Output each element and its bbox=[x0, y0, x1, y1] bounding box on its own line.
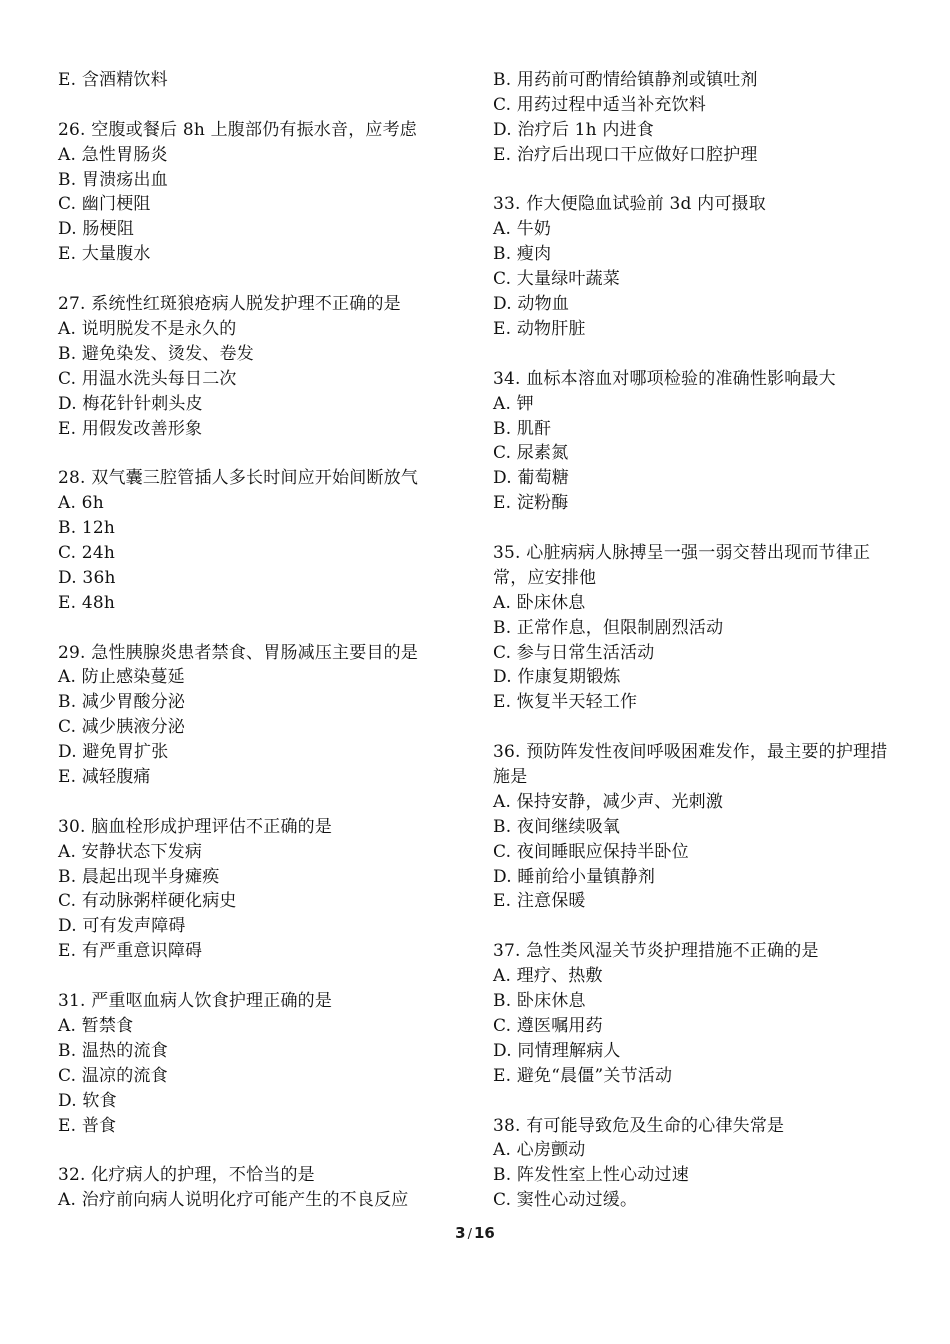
option-line: C. 夜间睡眠应保持半卧位 bbox=[493, 841, 689, 862]
option-line: D. 软食 bbox=[58, 1090, 117, 1111]
question-28 bbox=[58, 466, 478, 615]
question-stem: 36. 预防阵发性夜间呼吸困难发作，最主要的护理措施是 bbox=[493, 742, 888, 788]
option-line: D. 葡萄糖 bbox=[493, 468, 570, 489]
carryover-options-right bbox=[493, 68, 903, 168]
question-stem: 27. 系统性红斑狼疮病人脱发护理不正确的是 bbox=[58, 294, 401, 315]
question-stem: 37. 急性类风湿关节炎护理措施不正确的是 bbox=[493, 941, 819, 962]
option-line: C. 减少胰液分泌 bbox=[58, 717, 186, 738]
option-line: D. 可有发声障碍 bbox=[58, 916, 186, 937]
option-line: B. 卧床休息 bbox=[493, 991, 586, 1012]
option-line: D. 动物血 bbox=[493, 294, 570, 315]
option-line: A. 理疗、热敷 bbox=[493, 966, 603, 987]
option-line: A. 心房颤动 bbox=[493, 1140, 586, 1161]
option-line: A. 钾 bbox=[493, 393, 534, 414]
option-line: C. 有动脉粥样硬化病史 bbox=[58, 891, 237, 912]
option-line: A. 安静状态下发病 bbox=[58, 841, 203, 862]
option-line: E. 注意保暖 bbox=[493, 891, 586, 912]
option-line: E. 用假发改善形象 bbox=[58, 418, 203, 439]
option-line: D. 治疗后 1h 内进食 bbox=[493, 119, 655, 140]
question-stem: 28. 双气囊三腔管插人多长时间应开始间断放气 bbox=[58, 468, 419, 489]
option-line: A. 治疗前向病人说明化疗可能产生的不良反应 bbox=[58, 1190, 409, 1211]
option-line: E. 动物肝脏 bbox=[493, 318, 586, 339]
question-27 bbox=[58, 292, 478, 441]
question-stem: 32. 化疗病人的护理，不恰当的是 bbox=[58, 1165, 315, 1186]
question-38 bbox=[493, 1114, 903, 1214]
option-line: C. 用温水洗头每日二次 bbox=[58, 368, 237, 389]
question-35 bbox=[493, 541, 903, 715]
option-line: A. 保持安静，减少声、光刺激 bbox=[493, 791, 724, 812]
carryover-options-left bbox=[58, 68, 478, 93]
option-line: C. 遵医嘱用药 bbox=[493, 1015, 603, 1036]
option-line: B. 用药前可酌情给镇静剂或镇吐剂 bbox=[493, 70, 758, 90]
option-line: E. 淀粉酶 bbox=[493, 493, 569, 514]
option-line: C. 窦性心动过缓。 bbox=[493, 1190, 638, 1211]
page-separator: / bbox=[467, 1227, 472, 1242]
option-line: D. 梅花针针刺头皮 bbox=[58, 393, 203, 414]
option-line: D. 避免胃扩张 bbox=[58, 742, 169, 763]
option-line: B. 夜间继续吸氧 bbox=[493, 816, 621, 837]
right-column bbox=[493, 68, 903, 1213]
option-line: B. 瘦肉 bbox=[493, 244, 552, 265]
option-line: E. 治疗后出现口干应做好口腔护理 bbox=[493, 144, 758, 165]
current-page: 3 bbox=[455, 1224, 466, 1242]
left-column bbox=[58, 68, 478, 1213]
option-line: A. 防止感染蔓延 bbox=[58, 667, 185, 688]
option-line: B. 12h bbox=[58, 518, 116, 539]
option-line: B. 阵发性室上性心动过速 bbox=[493, 1165, 689, 1186]
option-line: E. 恢复半天轻工作 bbox=[493, 692, 638, 713]
option-line: D. 肠梗阻 bbox=[58, 219, 135, 240]
option-line: E. 减轻腹痛 bbox=[58, 767, 151, 787]
question-stem: 33. 作大便隐血试验前 3d 内可摄取 bbox=[493, 194, 766, 215]
option-line: B. 肌酐 bbox=[493, 418, 552, 439]
option-line: B. 正常作息，但限制剧烈活动 bbox=[493, 617, 724, 638]
question-36 bbox=[493, 740, 903, 914]
option-line: C. 大量绿叶蔬菜 bbox=[493, 269, 621, 290]
option-line: E. 普食 bbox=[58, 1115, 117, 1136]
option-line: B. 胃溃疡出血 bbox=[58, 169, 168, 190]
question-33 bbox=[493, 192, 903, 341]
total-pages: 16 bbox=[473, 1224, 495, 1242]
option-line: D. 作康复期锻炼 bbox=[493, 667, 621, 688]
option-line: C. 幽门梗阻 bbox=[58, 194, 151, 215]
question-stem: 31. 严重呕血病人饮食护理正确的是 bbox=[58, 991, 333, 1012]
option-line: D. 36h bbox=[58, 567, 116, 588]
option-line: C. 参与日常生活活动 bbox=[493, 642, 655, 663]
question-31 bbox=[58, 989, 478, 1138]
question-stem: 35. 心脏病病人脉搏呈一强一弱交替出现而节律正常，应安排他 bbox=[493, 542, 871, 588]
option-line: D. 同情理解病人 bbox=[493, 1040, 621, 1061]
option-line: B. 减少胃酸分泌 bbox=[58, 692, 186, 713]
question-stem: 34. 血标本溶血对哪项检验的准确性影响最大 bbox=[493, 368, 836, 389]
option-line: E. 48h bbox=[58, 592, 115, 613]
question-37 bbox=[493, 939, 903, 1088]
option-line: E. 含酒精饮料 bbox=[58, 70, 168, 90]
question-stem: 29. 急性胰腺炎患者禁食、胃肠减压主要目的是 bbox=[58, 642, 419, 663]
question-stem: 26. 空腹或餐后 8h 上腹部仍有振水音，应考虑 bbox=[58, 119, 418, 140]
option-line: B. 避免染发、烫发、卷发 bbox=[58, 343, 254, 364]
option-line: E. 避免“晨僵”关节活动 bbox=[493, 1065, 673, 1086]
question-26 bbox=[58, 118, 478, 267]
option-line: C. 温凉的流食 bbox=[58, 1065, 168, 1086]
option-line: B. 温热的流食 bbox=[58, 1040, 168, 1061]
question-stem: 38. 有可能导致危及生命的心律失常是 bbox=[493, 1115, 785, 1136]
option-line: C. 24h bbox=[58, 542, 115, 563]
option-line: E. 大量腹水 bbox=[58, 244, 151, 265]
option-line: C. 用药过程中适当补充饮料 bbox=[493, 94, 707, 115]
question-29 bbox=[58, 641, 478, 790]
option-line: A. 牛奶 bbox=[493, 219, 552, 240]
question-32 bbox=[58, 1163, 478, 1213]
option-line: A. 暂禁食 bbox=[58, 1015, 134, 1036]
option-line: E. 有严重意识障碍 bbox=[58, 941, 203, 962]
option-line: D. 睡前给小量镇静剂 bbox=[493, 866, 656, 887]
option-line: A. 卧床休息 bbox=[493, 592, 586, 613]
question-stem: 30. 脑血栓形成护理评估不正确的是 bbox=[58, 816, 333, 837]
option-line: B. 晨起出现半身瘫痪 bbox=[58, 866, 220, 887]
option-line: A. 6h bbox=[58, 493, 104, 514]
question-30 bbox=[58, 815, 478, 964]
option-line: A. 急性胃肠炎 bbox=[58, 144, 168, 165]
question-34 bbox=[493, 367, 903, 516]
option-line: A. 说明脱发不是永久的 bbox=[58, 318, 237, 339]
option-line: C. 尿素氮 bbox=[493, 443, 569, 464]
page-number bbox=[0, 1224, 950, 1242]
